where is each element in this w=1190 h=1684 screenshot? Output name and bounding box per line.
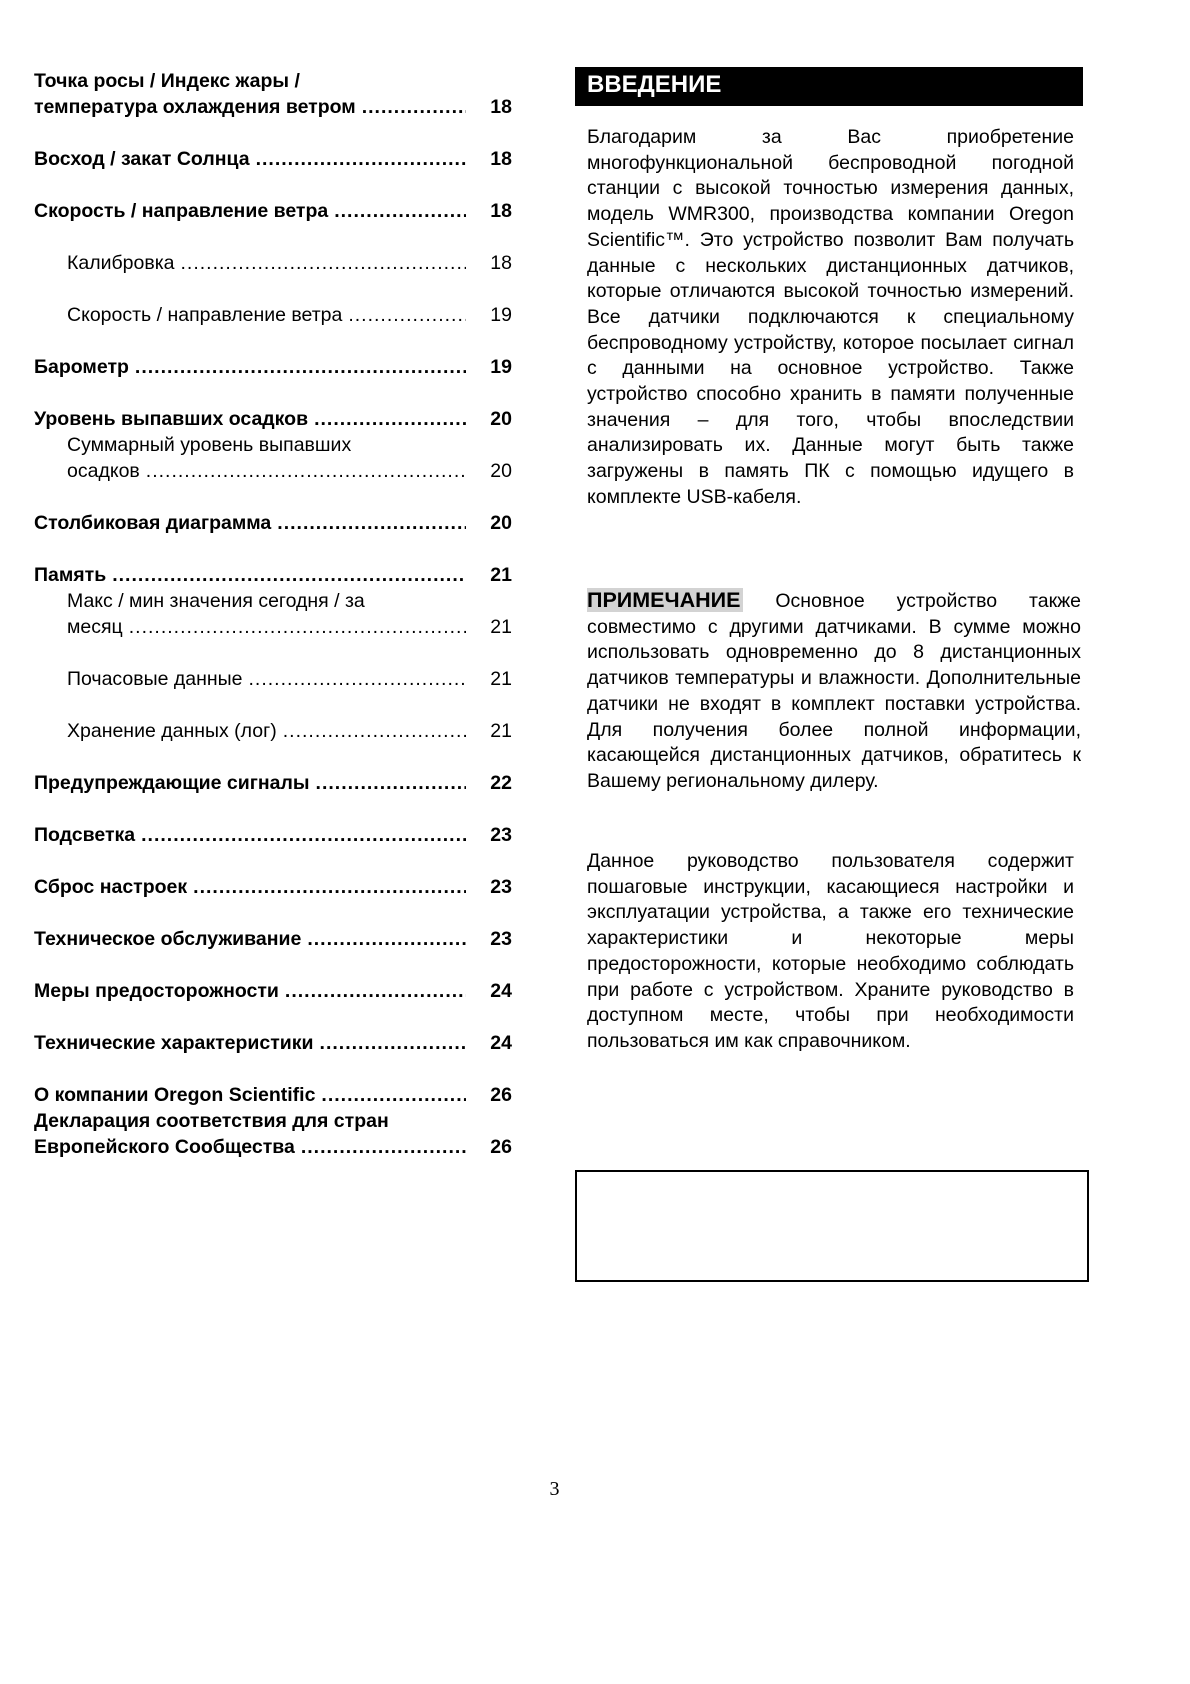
toc-entry[interactable] xyxy=(34,562,512,588)
toc-entry[interactable] xyxy=(34,666,512,692)
toc-entry[interactable] xyxy=(34,588,512,640)
toc-entry[interactable] xyxy=(34,926,512,952)
toc-entry[interactable] xyxy=(34,1030,512,1056)
toc-page-number: 18 xyxy=(490,96,512,118)
toc-leader-dots xyxy=(193,874,466,900)
empty-frame xyxy=(575,1170,1089,1282)
toc-leader-dots xyxy=(135,354,466,380)
toc-page-number: 19 xyxy=(490,304,512,326)
intro-heading-text: ВВЕДЕНИЕ xyxy=(587,71,722,98)
page-number: 3 xyxy=(549,1478,560,1500)
toc-leader-dots xyxy=(129,614,466,640)
toc-page-number: 18 xyxy=(490,200,512,222)
toc-leader-dots xyxy=(307,926,466,952)
toc-entry[interactable] xyxy=(34,432,512,484)
toc-page-number: 24 xyxy=(490,980,512,1002)
toc-leader-dots xyxy=(277,510,466,536)
toc-leader-dots xyxy=(316,770,466,796)
toc-entry[interactable] xyxy=(34,874,512,900)
toc-leader-dots xyxy=(321,1082,466,1108)
toc-entry[interactable] xyxy=(34,250,512,276)
note-text: Основное устройство также совместимо с другими датчиками. В сумме можно использовать одновременно до 8 дистанционных датчиков температуры и влажности. Дополнительные датчики не входят в комплект поставки устройства. Для получения более полной информации, касающейся дистанционных датчиков, обратитесь к Вашему региональному дилеру. xyxy=(587,590,1081,792)
toc-entry-title-line: Точка росы / Индекс жары / xyxy=(34,70,300,92)
toc-entry[interactable] xyxy=(34,146,512,172)
toc-entry[interactable] xyxy=(34,978,512,1004)
toc-entry[interactable] xyxy=(34,1108,512,1160)
toc-page-number: 20 xyxy=(490,460,512,482)
toc-entry-title: температура охлаждения ветром xyxy=(34,96,356,118)
toc-entry-title: Скорость / направление ветра xyxy=(67,304,343,326)
toc-page-number: 20 xyxy=(490,512,512,534)
toc-entry[interactable] xyxy=(34,354,512,380)
toc-entry-title: Европейского Сообщества xyxy=(34,1136,295,1158)
toc-entry-title: Сброс настроек xyxy=(34,876,188,898)
toc-page-number: 23 xyxy=(490,928,512,950)
toc-page-number: 21 xyxy=(490,616,512,638)
toc-page-number: 18 xyxy=(490,148,512,170)
toc-leader-dots xyxy=(141,822,466,848)
toc-entry[interactable] xyxy=(34,68,512,120)
toc-page-number: 21 xyxy=(490,668,512,690)
toc-entry[interactable] xyxy=(34,822,512,848)
toc-leader-dots xyxy=(249,666,466,692)
toc-entry-title-line: Декларация соответствия для стран xyxy=(34,1110,389,1132)
toc-entry-title: Восход / закат Солнца xyxy=(34,148,250,170)
toc-page-number: 21 xyxy=(490,720,512,742)
toc-page-number: 21 xyxy=(490,564,512,586)
toc-entry-title: Хранение данных (лог) xyxy=(67,720,277,742)
toc-entry[interactable] xyxy=(34,510,512,536)
toc-entry-title: Предупреждающие сигналы xyxy=(34,772,310,794)
toc-entry[interactable] xyxy=(34,770,512,796)
toc-page-number: 24 xyxy=(490,1032,512,1054)
toc-leader-dots xyxy=(334,198,466,224)
toc-entry-title-line: Макс / мин значения сегодня / за xyxy=(67,590,365,612)
toc-entry-title: месяц xyxy=(67,616,123,638)
toc-leader-dots xyxy=(320,1030,466,1056)
toc-leader-dots xyxy=(285,978,466,1004)
toc-leader-dots xyxy=(146,458,466,484)
section-heading-intro xyxy=(575,67,1083,106)
toc-page-number: 26 xyxy=(490,1136,512,1158)
toc-page-number: 19 xyxy=(490,356,512,378)
toc-entry-title: Барометр xyxy=(34,356,129,378)
toc-page-number: 22 xyxy=(490,772,512,794)
toc-leader-dots xyxy=(301,1134,466,1160)
toc-entry-title: О компании Oregon Scientific xyxy=(34,1084,316,1106)
toc-page-number: 26 xyxy=(490,1084,512,1106)
toc-entry-title: Столбиковая диаграмма xyxy=(34,512,272,534)
toc-leader-dots xyxy=(112,562,466,588)
toc-leader-dots xyxy=(256,146,466,172)
toc-leader-dots xyxy=(362,94,466,120)
toc-entry-title: Уровень выпавших осадков xyxy=(34,408,309,430)
toc-leader-dots xyxy=(348,302,466,328)
toc-leader-dots xyxy=(181,250,467,276)
toc-entry[interactable] xyxy=(34,198,512,224)
toc-entry[interactable] xyxy=(34,302,512,328)
toc-entry-title-line: Суммарный уровень выпавших xyxy=(67,434,352,456)
toc-entry-title: Меры предосторожности xyxy=(34,980,279,1002)
manual-paragraph: Данное руководство пользователя содержит пошаговые инструкции, касающиеся настройки и эксплуатации устройства, а также его технические характеристики и некоторые меры предосторожности, которые необходимо соблюдать при работе с устройством. Храните руководство в доступном месте, чтобы при необходимости пользоваться им как справочником. xyxy=(587,850,1074,1052)
toc-entry-title: Технические характеристики xyxy=(34,1032,314,1054)
note-label: ПРИМЕЧАНИЕ xyxy=(587,588,743,612)
note-paragraph xyxy=(587,588,1081,795)
toc-page-number: 18 xyxy=(490,252,512,274)
toc-page-number: 20 xyxy=(490,408,512,430)
toc-entry-title: осадков xyxy=(67,460,140,482)
toc-page-number: 23 xyxy=(490,824,512,846)
toc-leader-dots xyxy=(314,406,466,432)
toc-entry-title: Почасовые данные xyxy=(67,668,243,690)
toc-leader-dots xyxy=(283,718,466,744)
toc-entry-title: Техническое обслуживание xyxy=(34,928,302,950)
toc-page-number: 23 xyxy=(490,876,512,898)
toc-entry[interactable] xyxy=(34,718,512,744)
toc-entry-title: Память xyxy=(34,564,107,586)
toc-entry[interactable] xyxy=(34,406,512,432)
toc-entry-title: Скорость / направление ветра xyxy=(34,200,329,222)
toc-entry-title: Калибровка xyxy=(67,252,175,274)
toc-entry[interactable] xyxy=(34,1082,512,1108)
toc-entry-title: Подсветка xyxy=(34,824,136,846)
intro-paragraph: Благодарим за Вас приобретение многофункциональной беспроводной погодной станции с высокой точностью измерения данных, модель WMR300, производства компании Oregon Scientific™. Это устройство позволит Вам получать данные с нескольких дистанционных датчиков, которые отличаются высокой точностью измерений. Все датчики подключаются к специальному беспроводному устройству, которое посылает сигнал с данными на основное устройство. Также устройство способно хранить в памяти полученные значения – для того, чтобы впоследствии анализировать их. Данные могут быть также загружены в память ПК с помощью идущего в комплекте USB-кабеля. xyxy=(587,126,1074,508)
